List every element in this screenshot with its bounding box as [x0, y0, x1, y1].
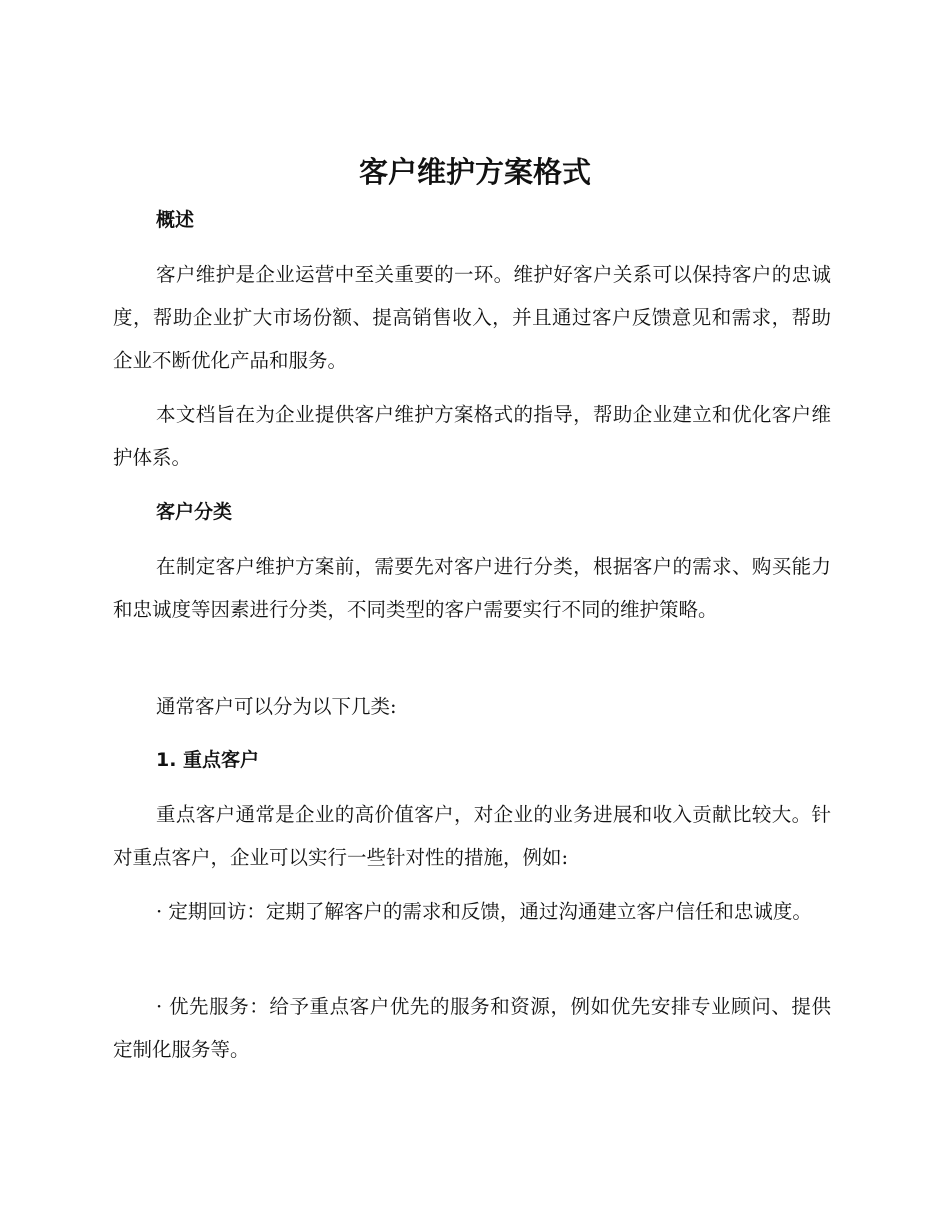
- section-heading-key-customers: 1. 重点客户: [156, 749, 260, 771]
- section-heading-customer-classification: 客户分类: [156, 501, 233, 523]
- classification-paragraph-2: 通常客户可以分为以下几类:: [156, 695, 397, 718]
- overview-paragraph-1: 客户维护是企业运营中至关重要的一环。维护好客户关系可以保持客户的忠诚度，帮助企业扩大市场份额、提高销售收入，并且通过客户反馈意见和需求，帮助企业不断优化产品和服务。: [113, 263, 831, 372]
- bullet-regular-visits: · 定期回访：定期了解客户的需求和反馈，通过沟通建立客户信任和忠诚度。: [156, 900, 812, 923]
- bullet-priority-service: · 优先服务：给予重点客户优先的服务和资源，例如优先安排专业顾问、提供定制化服务等。: [113, 995, 831, 1061]
- key-customers-paragraph: 重点客户通常是企业的高价值客户，对企业的业务进展和收入贡献比较大。针对重点客户，企业可以实行一些针对性的措施，例如:: [113, 803, 831, 869]
- document-title: 客户维护方案格式: [358, 155, 591, 189]
- overview-paragraph-2: 本文档旨在为企业提供客户维护方案格式的指导，帮助企业建立和优化客户维护体系。: [113, 403, 831, 469]
- section-heading-overview: 概述: [156, 209, 195, 231]
- classification-paragraph-1: 在制定客户维护方案前，需要先对客户进行分类，根据客户的需求、购买能力和忠诚度等因素进行分类，不同类型的客户需要实行不同的维护策略。: [113, 555, 831, 621]
